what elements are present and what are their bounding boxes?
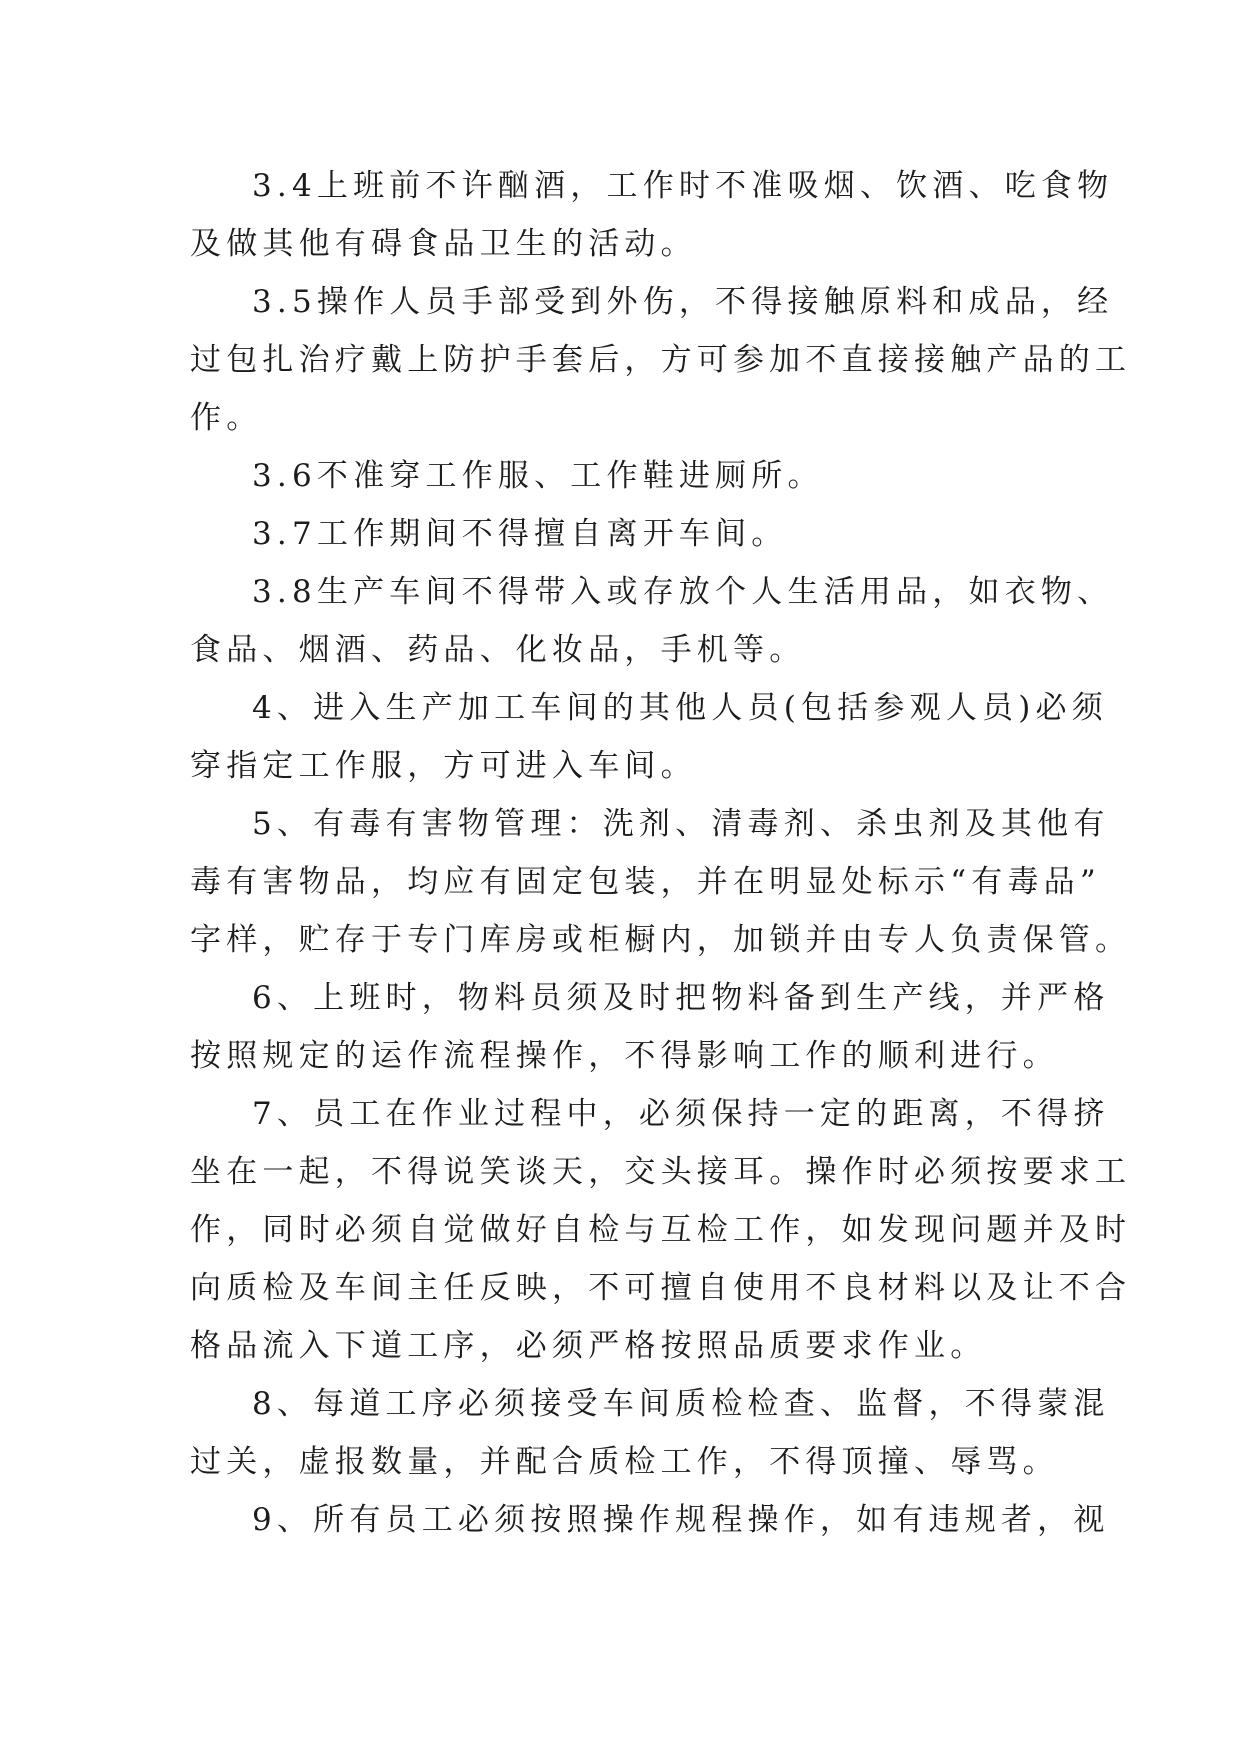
text-line: 及做其他有碍食品卫生的活动。 — [190, 226, 697, 262]
text-line: 格品流入下道工序，必须严格按照品质要求作业。 — [190, 1328, 987, 1364]
text-line: 3.4上班前不许酗酒，工作时不准吸烟、饮酒、吃食物 — [252, 168, 1114, 204]
text-line: 向质检及车间主任反映，不可擅自使用不良材料以及让不合 — [190, 1270, 1132, 1306]
text-line: 8、每道工序必须接受车间质检检查、监督，不得蒙混 — [252, 1386, 1110, 1422]
text-line: 坐在一起，不得说笑谈天，交头接耳。操作时必须按要求工 — [190, 1154, 1132, 1190]
text-line: 7、员工在作业过程中，必须保持一定的距离，不得挤 — [252, 1096, 1110, 1132]
text-line: 字样，贮存于专门库房或柜橱内，加锁并由专人负责保管。 — [190, 922, 1132, 958]
text-line: 9、所有员工必须按照操作规程操作，如有违规者，视 — [252, 1502, 1110, 1538]
text-line: 3.6不准穿工作服、工作鞋进厕所。 — [252, 458, 824, 494]
text-line: 作。 — [190, 400, 263, 436]
text-line: 穿指定工作服，方可进入车间。 — [190, 748, 697, 784]
text-line: 按照规定的运作流程操作，不得影响工作的顺利进行。 — [190, 1038, 1059, 1074]
text-line: 3.8生产车间不得带入或存放个人生活用品，如衣物、 — [252, 574, 1114, 610]
text-line: 过关，虚报数量，并配合质检工作，不得顶撞、辱骂。 — [190, 1444, 1059, 1480]
text-line: 作，同时必须自觉做好自检与互检工作，如发现问题并及时 — [190, 1212, 1132, 1248]
text-line: 食品、烟酒、药品、化妆品，手机等。 — [190, 632, 806, 668]
text-line: 3.7工作期间不得擅自离开车间。 — [252, 516, 788, 552]
text-line: 3.5操作人员手部受到外伤，不得接触原料和成品，经 — [252, 284, 1114, 320]
text-line: 5、有毒有害物管理：洗剂、清毒剂、杀虫剂及其他有 — [252, 806, 1110, 842]
text-line: 毒有害物品，均应有固定包装，并在明显处标示“有毒品” — [190, 864, 1101, 900]
text-line: 4、进入生产加工车间的其他人员(包括参观人员)必须 — [252, 690, 1108, 726]
text-line: 过包扎治疗戴上防护手套后，方可参加不直接接触产品的工 — [190, 342, 1132, 378]
text-line: 6、上班时，物料员须及时把物料备到生产线，并严格 — [252, 980, 1110, 1016]
